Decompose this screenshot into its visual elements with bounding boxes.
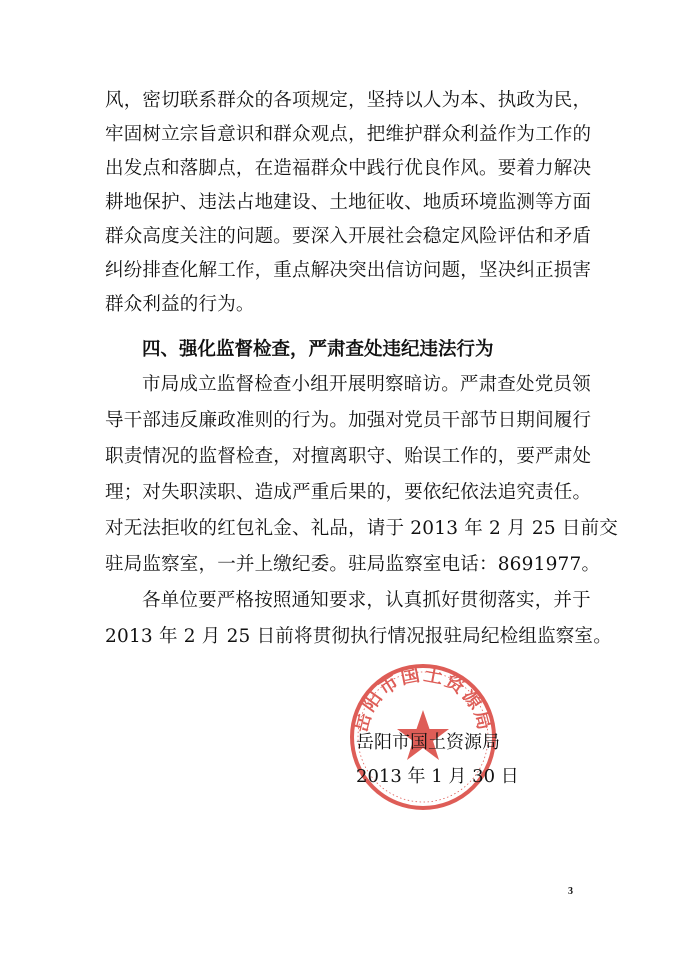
body-line: 群众利益的行为。	[105, 294, 255, 315]
signature-date: 2013 年 1 月 30 日	[356, 766, 519, 787]
body-line: 出发点和落脚点，在造福群众中践行优良作风。要着力解决	[105, 158, 592, 179]
body-line: 风，密切联系群众的各项规定，坚持以人为本、执政为民，	[105, 90, 592, 111]
signature-org: 岳阳市国土资源局	[356, 732, 500, 753]
closing-line: 2013 年 2 月 25 日前将贯彻执行情况报驻局纪检组监察室。	[105, 626, 612, 647]
section-line: 市局成立监督检查小组开展明察暗访。严肃查处党员领	[142, 374, 591, 395]
section-line: 理；对失职渎职、造成严重后果的，要依纪依法追究责任。	[105, 482, 592, 503]
section-line: 对无法拒收的红包礼金、礼品，请于 2013 年 2 月 25 日前交	[105, 518, 618, 539]
page-number: 3	[568, 886, 573, 897]
section-line: 驻局监察室，一并上缴纪委。驻局监察室电话：8691977。	[105, 554, 601, 575]
body-line: 耕地保护、违法占地建设、土地征收、地质环境监测等方面	[105, 192, 592, 213]
body-line: 群众高度关注的问题。要深入开展社会稳定风险评估和矛盾	[105, 226, 592, 247]
section-heading: 四、强化监督检查，严肃查处违纪违法行为	[142, 339, 494, 360]
body-line: 牢固树立宗旨意识和群众观点，把维护群众利益作为工作的	[105, 124, 592, 145]
section-line: 职责情况的监督检查，对擅离职守、贻误工作的，要严肃处	[105, 446, 592, 467]
closing-line: 各单位要严格按照通知要求，认真抓好贯彻落实，并于	[142, 590, 591, 611]
section-line: 导干部违反廉政准则的行为。加强对党员干部节日期间履行	[105, 410, 592, 431]
body-line: 纠纷排查化解工作，重点解决突出信访问题，坚决纠正损害	[105, 260, 592, 281]
svg-text:岳阳市国土资源局: 岳阳市国土资源局	[349, 663, 497, 735]
